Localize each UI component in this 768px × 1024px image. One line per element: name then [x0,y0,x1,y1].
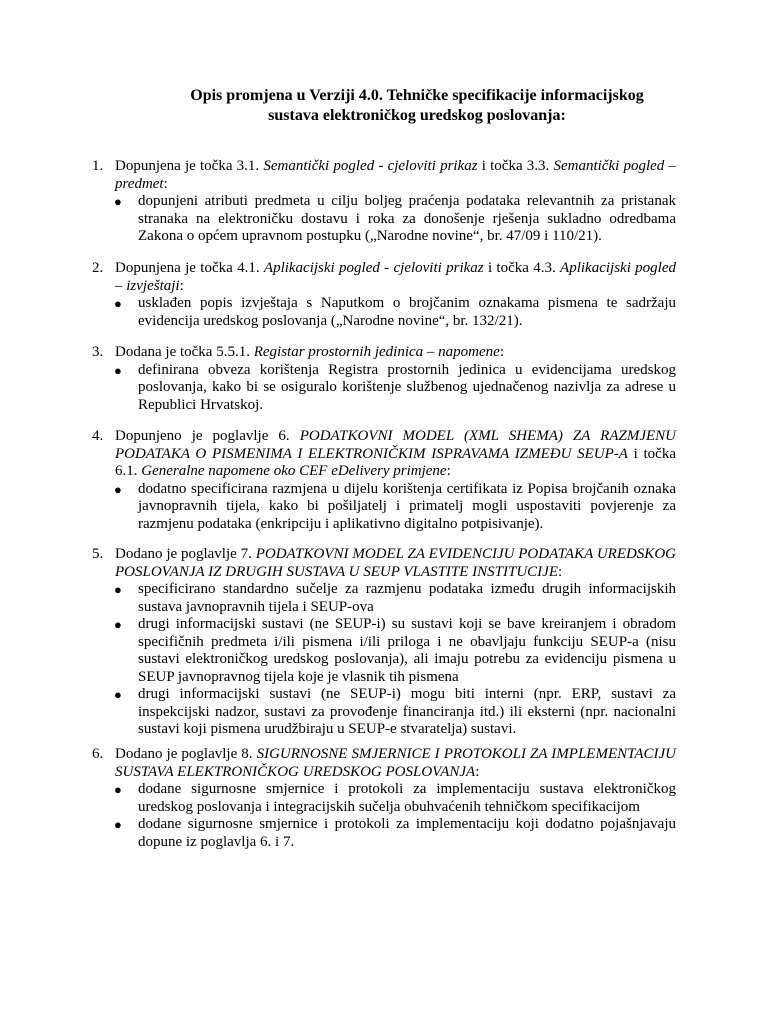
item-number: 2. [92,260,104,276]
bullet-icon: ● [114,817,122,832]
bullet-icon: ● [114,194,122,209]
bullet-item: ● dopunjeni atributi predmeta u cilju boljeg praćenja podataka relevantnih za pristanak stranaka na elektroničku dostavu i roka za donošenje rješenja sukladno odredbama Zakona o općem upravnom postupku („Narodne novine“, br. 47/09 i 110/21). [114,193,676,244]
item-bullet-list [92,193,676,246]
bullet-item: ● dodane sigurnosne smjernice i protokoli za implementaciju sustava elektroničkog uredskog poslovanja i integracijskih sučelja obuhvaćenih tehničkom specifikacijom [114,781,676,815]
item-number: 6. [92,746,104,762]
item-bullet-list [92,481,676,534]
item-bullet-list [92,781,676,851]
item-number: 3. [92,344,104,360]
item-bullet-list [92,362,676,415]
bullet-item: ● dodane sigurnosne smjernice i protokoli za implementaciju koji dodatno pojašnjavaju dopune iz poglavlja 6. i 7. [114,816,676,850]
title-line-1: Opis promjena u Verziji 4.0. Tehničke specifikacije informacijskog [190,87,644,104]
document-title [100,86,720,126]
item-heading: Dopunjena je točka 3.1. Semantički pogled - cjeloviti prikaz i točka 3.3. Semantički pogled – predmet: [115,158,676,192]
item-heading: Dodano je poglavlje 7. PODATKOVNI MODEL ZA EVIDENCIJU PODATAKA UREDSKOG POSLOVANJA IZ DRUGIH SUSTAVA U SEUP VLASTITE INSTITUCIJE: [115,546,676,580]
bullet-icon: ● [114,362,122,378]
bullet-item: ● drugi informacijski sustavi (ne SEUP-i) su sustavi koji se bave kreiranjem i obradom specifičnih predmeta i/ili pismena i/ili priloga i ne obavljaju funkciju SEUP-a (nisu sustavi elektroničkog uredskog poslovanja), ali imaju potrebu za evidenciju pismena u SEUP javnopravnog tijela koje je vlasnik tih pismena [114,616,676,685]
bullet-icon: ● [114,617,122,632]
item-bullet-list [92,295,676,330]
change-item-4 [92,428,676,533]
change-item-3 [92,344,676,414]
item-number: 4. [92,428,104,444]
bullet-icon: ● [114,481,122,497]
item-heading: Dodana je točka 5.5.1. Registar prostornih jedinica – napomene: [115,344,504,360]
bullet-icon: ● [114,687,122,702]
change-item-2 [92,260,676,330]
bullet-icon: ● [114,782,122,797]
item-heading: Dopunjena je točka 4.1. Aplikacijski pogled - cjeloviti prikaz i točka 4.3. Aplikacijski pogled – izvještaji: [115,260,676,294]
item-heading: Dodano je poglavlje 8. SIGURNOSNE SMJERNICE I PROTOKOLI ZA IMPLEMENTACIJU SUSTAVA ELEKTRONIČKOG UREDSKOG POSLOVANJA: [115,746,676,780]
bullet-icon: ● [114,296,122,311]
title-line-2: sustava elektroničkog uredskog poslovanja: [268,107,566,124]
item-number: 1. [92,158,104,174]
item-heading: Dopunjeno je poglavlje 6. PODATKOVNI MODEL (XML SHEMA) ZA RAZMJENU PODATAKA O PISMENIMA I ELEKTRONIČKIM ISPRAVAMA IZMEĐU SEUP-A i točka 6.1. Generalne napomene oko CEF eDelivery primjene: [115,428,676,479]
change-item-5 [92,546,676,739]
bullet-item: ● dodatno specificirana razmjena u dijelu korištenja certifikata iz Popisa brojčanih oznaka javnopravnih tijela, kako bi pošiljatelj i primatelj mogli uspostaviti povjerenje za razmjenu podataka (enkripciju i aplikativno digitalno potpisivanje). [114,480,676,532]
item-number: 5. [92,546,104,562]
bullet-item: ● drugi informacijski sustavi (ne SEUP-i) mogu biti interni (npr. ERP, sustavi za inspekcijski nadzor, sustavi za provođenje financiranja itd.) ili eksterni (npr. nacionalni sustavi koji pismena urudžbiraju u SEUP-e stvaratelja) sustavi. [114,686,676,737]
bullet-item: ● usklađen popis izvještaja s Naputkom o brojčanim oznakama pismena te sadržaju evidencija uredskog poslovanja („Narodne novine“, br. 132/21). [114,295,676,329]
bullet-item: ● definirana obveza korištenja Registra prostornih jedinica u evidencijama uredskog poslovanja, kako bi se osiguralo korištenje službenog ujednačenog nazivlja za adrese u Republici Hrvatskoj. [114,361,676,413]
change-item-1 [92,158,676,246]
item-bullet-list [92,581,676,739]
change-item-6 [92,746,676,851]
bullet-icon: ● [114,582,122,597]
bullet-item: ● specificirano standardno sučelje za razmjenu podataka između drugih informacijskih sustava javnopravnih tijela i SEUP-ova [114,581,676,615]
